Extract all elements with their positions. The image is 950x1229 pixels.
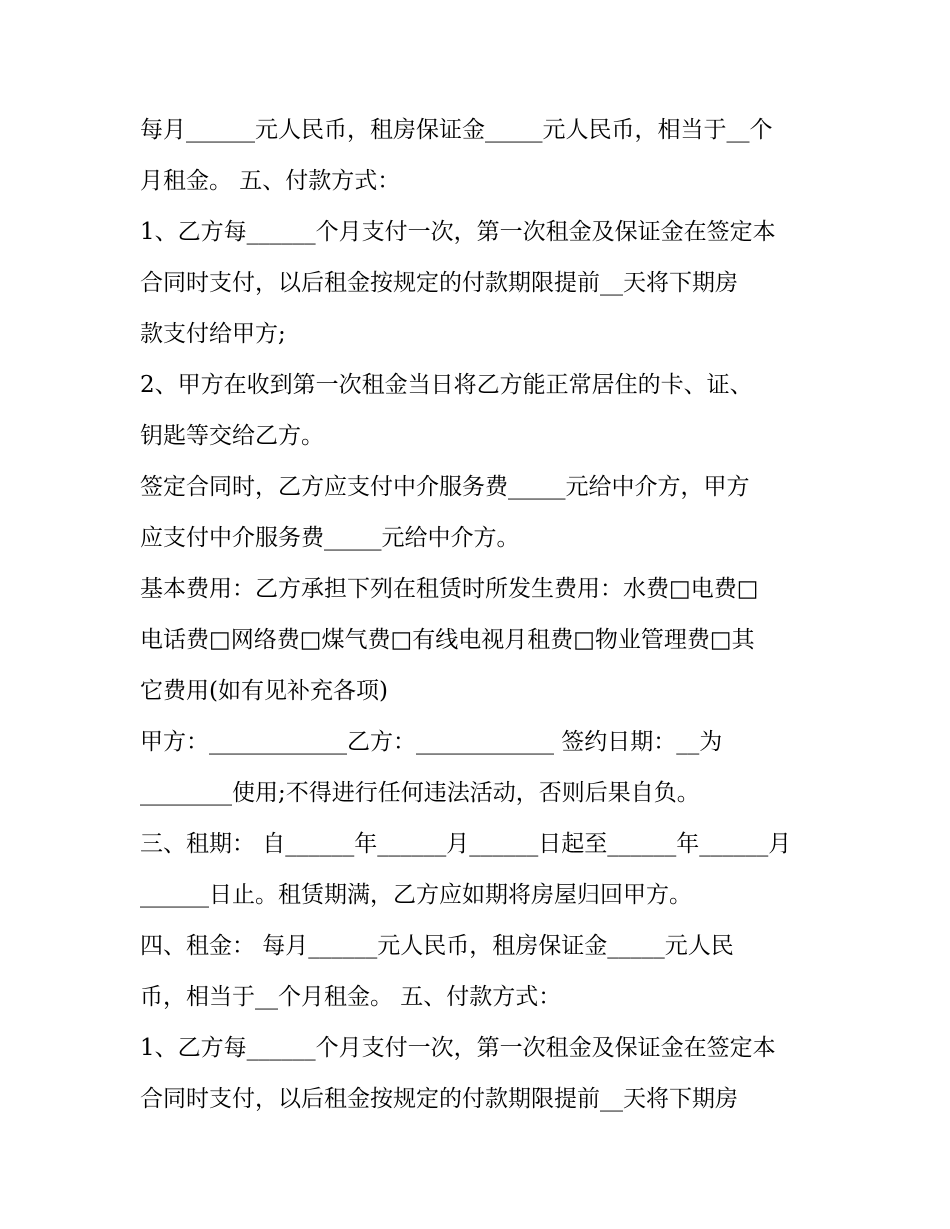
text-line: 三、租期： 自______年______月______日起至______年______月 (140, 831, 792, 857)
text-line: 合同时支付，以后租金按规定的付款期限提前__天将下期房 (140, 270, 738, 296)
text-line: ________使用;不得进行任何违法活动，否则后果自负。 (140, 780, 700, 806)
text-line: 2、甲方在收到第一次租金当日将乙方能正常居住的卡、证、 (140, 372, 753, 398)
text-line: 基本费用：乙方承担下列在租赁时所发生费用：水费□电费□ (140, 576, 759, 602)
text-line: 四、租金： 每月______元人民币，租房保证金_____元人民 (140, 933, 734, 959)
text-line: 每月______元人民币，租房保证金_____元人民币，相当于__个 (140, 117, 773, 143)
text-line: 币，相当于__个月租金。 五、付款方式： (140, 984, 562, 1010)
text-line: 合同时支付，以后租金按规定的付款期限提前__天将下期房 (140, 1086, 738, 1112)
text-line: 钥匙等交给乙方。 (140, 423, 324, 449)
text-line: ______日止。租赁期满，乙方应如期将房屋归回甲方。 (140, 882, 692, 908)
text-line: 应支付中介服务费_____元给中介方。 (140, 525, 520, 551)
text-line: 1、乙方每______个月支付一次，第一次租金及保证金在签定本 (140, 219, 776, 245)
text-line: 月租金。 五、付款方式： (140, 168, 401, 194)
text-line: 甲方：____________乙方：____________ 签约日期：__为 (140, 729, 723, 755)
text-line: 款支付给甲方; (140, 321, 286, 347)
text-line: 1、乙方每______个月支付一次，第一次租金及保证金在签定本 (140, 1035, 776, 1061)
text-line: 电话费□网络费□煤气费□有线电视月租费□物业管理费□其 (140, 627, 755, 653)
text-line: 它费用(如有见补充各项) (140, 678, 388, 704)
text-line: 签定合同时，乙方应支付中介服务费_____元给中介方，甲方 (140, 474, 750, 500)
document-body (140, 105, 820, 1125)
